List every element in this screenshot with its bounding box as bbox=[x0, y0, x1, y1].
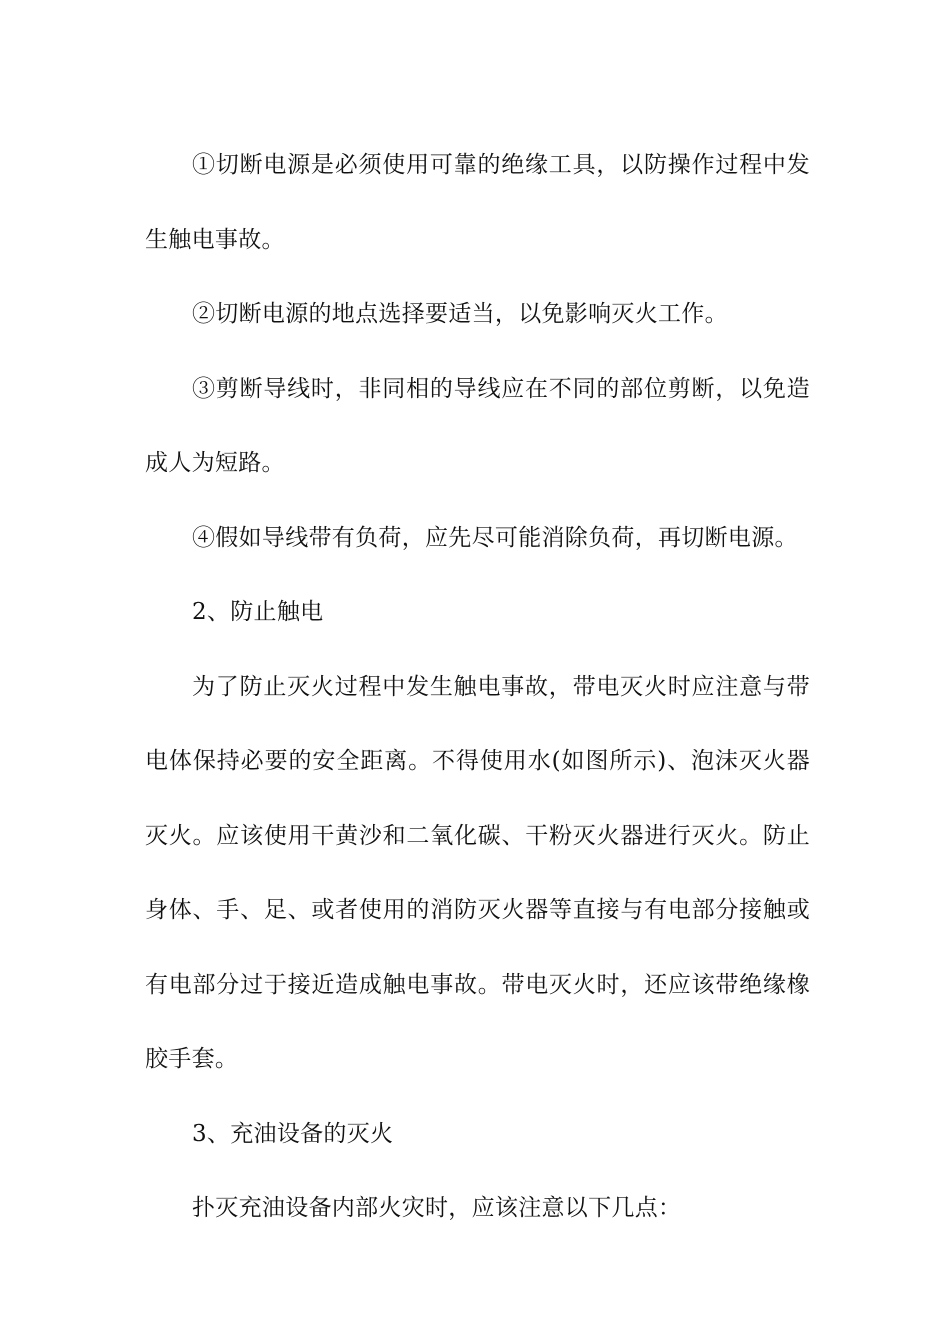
paragraph-cut-power-location: ②切断电源的地点选择要适当，以免影响灭火工作。 bbox=[192, 301, 728, 327]
paragraph-cut-power-tools: ①切断电源是必须使用可靠的绝缘工具，以防操作过程中发生触电事故。 bbox=[145, 152, 810, 253]
paragraph-remove-load: ④假如导线带有负荷，应先尽可能消除负荷，再切断电源。 bbox=[192, 524, 798, 551]
section-heading-oil-equipment: 3、充油设备的灭火 bbox=[192, 1120, 394, 1147]
section-heading-prevent-shock: 2、防止触电 bbox=[192, 599, 324, 625]
paragraph-oil-equipment-intro: 扑灭充油设备内部火灾时，应该注意以下几点： bbox=[192, 1195, 682, 1221]
paragraph-cut-wires: ③剪断导线时，非同相的导线应在不同的部位剪断，以免造成人为短路。 bbox=[145, 375, 810, 476]
document-body bbox=[145, 128, 810, 1246]
paragraph-prevent-shock: 为了防止灭火过程中发生触电事故，带电灭火时应注意与带电体保持必要的安全距离。不得使用水(如图所示)、泡沫灭火器灭火。应该使用干黄沙和二氧化碳、干粉灭火器进行灭火。防止身体、手、足、或者使用的消防灭火器等直接与有电部分接触或有电部分过于接近造成触电事故。带电灭火时，还应该带绝缘橡胶手套。 bbox=[145, 673, 810, 1072]
